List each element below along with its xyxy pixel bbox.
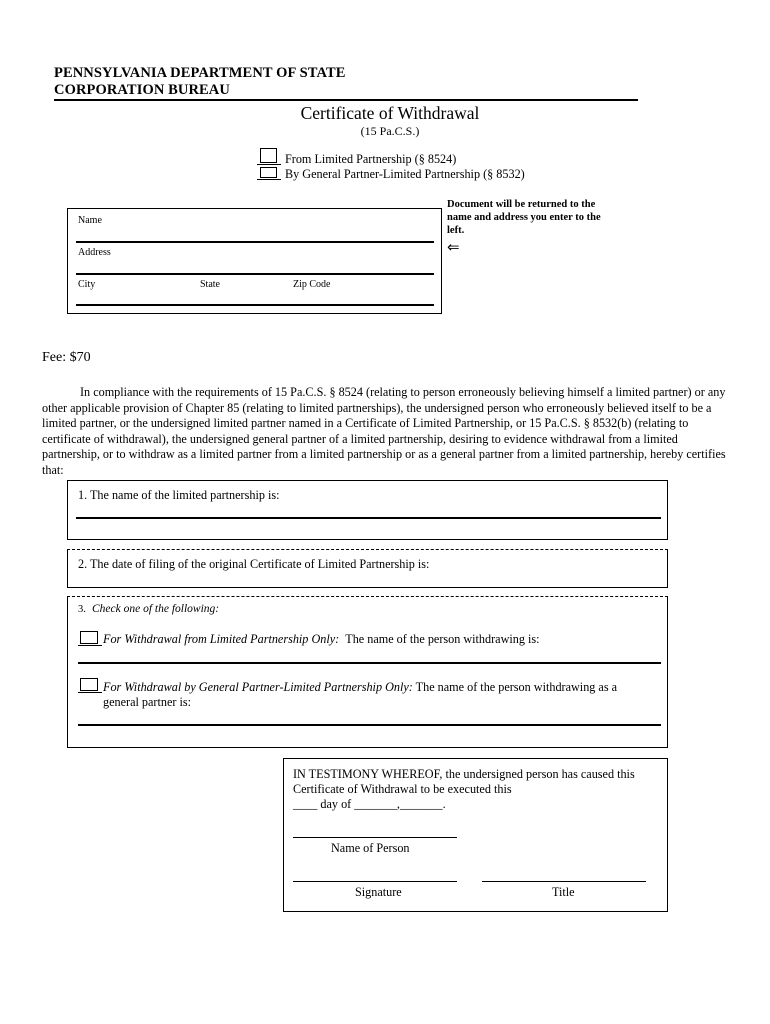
signature-field[interactable] — [293, 881, 457, 882]
name-label: Name — [78, 215, 102, 226]
address-label: Address — [78, 247, 111, 258]
state-label: State — [200, 279, 220, 290]
city-state-zip-field[interactable] — [76, 304, 434, 306]
option-limited-partnership-label: From Limited Partnership (§ 8524) — [285, 152, 457, 166]
withdrawal-gp-text-2: general partner is: — [103, 695, 191, 709]
page-title: Certificate of Withdrawal — [300, 103, 480, 123]
withdrawal-gp-checkbox[interactable] — [80, 678, 98, 691]
item-3-number: 3. — [78, 604, 86, 615]
withdrawal-gp-line — [103, 680, 617, 695]
item-3-box — [67, 596, 668, 748]
bureau-name: CORPORATION BUREAU — [54, 82, 230, 98]
withdrawal-lp-text: The name of the person withdrawing is: — [345, 632, 540, 646]
department-name: PENNSYLVANIA DEPARTMENT OF STATE — [54, 65, 346, 81]
option-general-partner-label: By General Partner-Limited Partnership (§ 8532) — [285, 167, 525, 181]
option-limited-partnership-checkbox[interactable] — [260, 148, 277, 163]
withdrawal-lp-italic: For Withdrawal from Limited Partnership Only: — [103, 632, 340, 646]
item-3-label: Check one of the following: — [92, 603, 220, 615]
checkbox-underline — [78, 645, 102, 646]
fee: Fee: $70 — [42, 350, 91, 365]
zip-label: Zip Code — [293, 279, 331, 290]
compliance-paragraph: In compliance with the requirements of 15 Pa.C.S. § 8524 (relating to person erroneously believing himself a limited partner) or any other applicable provision of Chapter 85 (relating to limited partnerships), the undersigned person who erroneously believed itself to be a limited partner, or the undersigned limited partner named in a Certificate of Limited Partnership, or 15 Pa.C.S. § 8532(b) (relating to certificate of withdrawal), the undersigned general partner of a limited partnership, desiring to evidence withdrawal from a limited partnership, or to withdraw as a limited partner from a limited partnership or as a general partner from a limited partnership, hereby certifies that: — [42, 385, 726, 477]
item-1-label: 1. The name of the limited partnership is: — [78, 488, 280, 502]
signature-label: Signature — [355, 885, 402, 899]
withdrawing-person-field[interactable] — [78, 662, 661, 664]
name-field[interactable] — [76, 241, 434, 243]
testimony-line-1: IN TESTIMONY WHEREOF, the undersigned person has caused this — [293, 767, 635, 781]
return-note: Document will be returned to the name and address you enter to the left. — [447, 199, 601, 236]
address-field[interactable] — [76, 273, 434, 275]
testimony-box — [283, 758, 668, 912]
left-arrow-icon: ⇐ — [447, 238, 460, 256]
checkbox-underline — [78, 692, 102, 693]
withdrawal-lp-checkbox[interactable] — [80, 631, 98, 644]
execution-date[interactable]: ____ day of _______,_______. — [293, 797, 446, 811]
title-field[interactable] — [482, 881, 646, 882]
withdrawal-gp-italic: For Withdrawal by General Partner-Limited Partnership Only: — [103, 680, 413, 694]
page-subtitle: (15 Pa.C.S.) — [360, 124, 420, 138]
item-1-box — [67, 480, 668, 540]
partnership-name-field[interactable] — [76, 517, 661, 519]
item-2-box — [67, 549, 668, 588]
withdrawal-lp-line — [103, 632, 540, 647]
return-address-box — [67, 208, 442, 314]
name-of-person-field[interactable] — [293, 837, 457, 838]
general-partner-field[interactable] — [78, 724, 661, 726]
city-label: City — [78, 279, 96, 290]
header-rule — [54, 99, 638, 101]
name-of-person-label: Name of Person — [331, 841, 410, 855]
title-label: Title — [552, 885, 575, 899]
item-2-label: 2. The date of filing of the original Certificate of Limited Partnership is: — [78, 557, 430, 571]
option-general-partner-checkbox[interactable] — [260, 167, 277, 178]
testimony-line-2: Certificate of Withdrawal to be executed this — [293, 782, 512, 796]
withdrawal-gp-text: The name of the person withdrawing as a — [415, 680, 618, 694]
checkbox-underline — [257, 179, 281, 180]
checkbox-underline — [257, 164, 281, 165]
